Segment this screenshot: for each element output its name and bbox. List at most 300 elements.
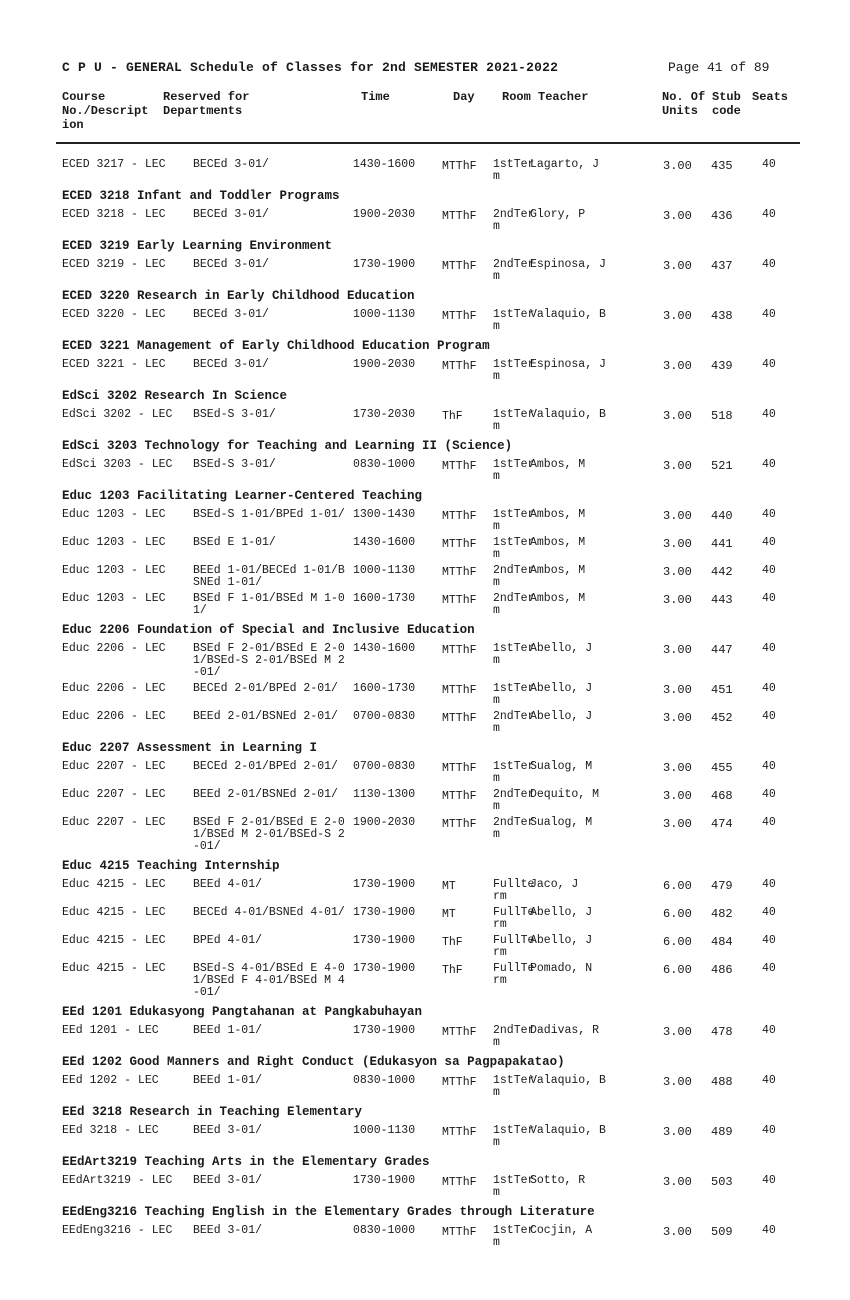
course-group bbox=[0, 1049, 850, 1099]
reserved-departments-cell: BEEd 2-01/BSNEd 2-01/ bbox=[193, 710, 338, 723]
units-cell: 6.00 bbox=[663, 963, 692, 977]
table-row bbox=[0, 255, 850, 283]
room-cell-continued: m bbox=[493, 1186, 500, 1199]
room-cell-continued: m bbox=[493, 1036, 500, 1049]
table-row bbox=[0, 533, 850, 561]
day-cell: MTThF bbox=[442, 1126, 477, 1139]
page-title: C P U - GENERAL Schedule of Classes for 2nd SEMESTER 2021-2022 bbox=[62, 60, 559, 75]
time-cell: 1730-1900 bbox=[353, 934, 416, 947]
stub-code-cell: 441 bbox=[711, 537, 733, 551]
course-cell: Educ 2206 - LEC bbox=[62, 642, 166, 655]
day-cell: MTThF bbox=[442, 1226, 477, 1239]
room-cell: Fullte bbox=[493, 878, 535, 891]
stub-code-cell: 478 bbox=[711, 1025, 733, 1039]
seats-cell: 40 bbox=[762, 760, 776, 773]
units-cell: 3.00 bbox=[663, 459, 692, 473]
units-cell: 3.00 bbox=[663, 359, 692, 373]
course-title: ECED 3218 Infant and Toddler Programs bbox=[62, 189, 340, 203]
stub-code-cell: 447 bbox=[711, 643, 733, 657]
course-cell: ECED 3219 - LEC bbox=[62, 258, 166, 271]
course-group bbox=[0, 333, 850, 383]
time-cell: 1430-1600 bbox=[353, 536, 416, 549]
seats-cell: 40 bbox=[762, 592, 776, 605]
teacher-cell: Ambos, M bbox=[530, 536, 586, 549]
course-cell: ECED 3218 - LEC bbox=[62, 208, 166, 221]
teacher-cell: Glory, P bbox=[530, 208, 586, 221]
table-row bbox=[0, 155, 850, 183]
teacher-cell: Valaquio, B bbox=[530, 1124, 606, 1137]
course-cell: Educ 1203 - LEC bbox=[62, 592, 166, 605]
time-cell: 1000-1130 bbox=[353, 308, 416, 321]
units-cell: 3.00 bbox=[663, 817, 692, 831]
units-cell: 3.00 bbox=[663, 683, 692, 697]
room-cell: 2ndTer bbox=[493, 788, 535, 801]
course-title: ECED 3220 Research in Early Childhood Education bbox=[62, 289, 415, 303]
time-cell: 1600-1730 bbox=[353, 682, 416, 695]
course-title: Educ 4215 Teaching Internship bbox=[62, 859, 280, 873]
reserved-departments-cell: BPEd 4-01/ bbox=[193, 934, 263, 947]
teacher-cell: Pomado, N bbox=[530, 962, 593, 975]
stub-code-cell: 452 bbox=[711, 711, 733, 725]
course-title: ECED 3219 Early Learning Environment bbox=[62, 239, 333, 253]
teacher-cell: Dequito, M bbox=[530, 788, 600, 801]
units-cell: 3.00 bbox=[663, 309, 692, 323]
room-cell-continued: m bbox=[493, 722, 500, 735]
table-row bbox=[0, 1221, 850, 1249]
time-cell: 0830-1000 bbox=[353, 1224, 416, 1237]
course-title: EEd 1202 Good Manners and Right Conduct (Edukasyon sa Pagpapakatao) bbox=[62, 1055, 565, 1069]
day-cell: MTThF bbox=[442, 260, 477, 273]
room-cell-continued: m bbox=[493, 370, 500, 383]
seats-cell: 40 bbox=[762, 308, 776, 321]
teacher-cell: Abello, J bbox=[530, 906, 593, 919]
seats-cell: 40 bbox=[762, 642, 776, 655]
column-header-room-teacher: Room Teacher bbox=[502, 90, 589, 104]
course-cell: Educ 4215 - LEC bbox=[62, 906, 166, 919]
day-cell: MTThF bbox=[442, 210, 477, 223]
units-cell: 3.00 bbox=[663, 259, 692, 273]
stub-code-cell: 442 bbox=[711, 565, 733, 579]
teacher-cell: Cocjin, A bbox=[530, 1224, 593, 1237]
room-cell-continued: rm bbox=[493, 974, 507, 987]
stub-code-cell: 443 bbox=[711, 593, 733, 607]
time-cell: 0830-1000 bbox=[353, 458, 416, 471]
course-group bbox=[0, 155, 850, 183]
course-title: Educ 2206 Foundation of Special and Inclusive Education bbox=[62, 623, 475, 637]
reserved-departments-cell: BECEd 3-01/ bbox=[193, 158, 269, 171]
time-cell: 1900-2030 bbox=[353, 208, 416, 221]
reserved-departments-cell: BECEd 3-01/ bbox=[193, 358, 269, 371]
teacher-cell: Sualog, M bbox=[530, 760, 593, 773]
room-cell: 2ndTer bbox=[493, 564, 535, 577]
reserved-departments-cell: BEEd 3-01/ bbox=[193, 1124, 263, 1137]
seats-cell: 40 bbox=[762, 1224, 776, 1237]
table-row bbox=[0, 639, 850, 679]
room-cell: 1stTer bbox=[493, 1174, 535, 1187]
course-title: Educ 2207 Assessment in Learning I bbox=[62, 741, 318, 755]
stub-code-cell: 439 bbox=[711, 359, 733, 373]
room-cell-continued: m bbox=[493, 576, 500, 589]
units-cell: 6.00 bbox=[663, 879, 692, 893]
room-cell-continued: m bbox=[493, 800, 500, 813]
room-cell: FullTe bbox=[493, 962, 535, 975]
course-group bbox=[0, 617, 850, 735]
stub-code-cell: 437 bbox=[711, 259, 733, 273]
teacher-cell: Espinosa, J bbox=[530, 258, 606, 271]
teacher-cell: Valaquio, B bbox=[530, 408, 606, 421]
table-row bbox=[0, 1121, 850, 1149]
course-title: EdSci 3202 Research In Science bbox=[62, 389, 288, 403]
day-cell: MT bbox=[442, 880, 456, 893]
course-group bbox=[0, 999, 850, 1049]
course-title: EdSci 3203 Technology for Teaching and Learning II (Science) bbox=[62, 439, 513, 453]
table-row bbox=[0, 1171, 850, 1199]
stub-code-cell: 455 bbox=[711, 761, 733, 775]
day-cell: ThF bbox=[442, 410, 463, 423]
teacher-cell: Ambos, M bbox=[530, 592, 586, 605]
table-row bbox=[0, 505, 850, 533]
room-cell-continued: m bbox=[493, 520, 500, 533]
stub-code-cell: 474 bbox=[711, 817, 733, 831]
course-cell: ECED 3220 - LEC bbox=[62, 308, 166, 321]
day-cell: MTThF bbox=[442, 360, 477, 373]
stub-code-cell: 479 bbox=[711, 879, 733, 893]
table-row bbox=[0, 455, 850, 483]
seats-cell: 40 bbox=[762, 788, 776, 801]
reserved-departments-cell: BECEd 2-01/BPEd 2-01/ bbox=[193, 682, 338, 695]
teacher-cell: Valaquio, B bbox=[530, 308, 606, 321]
teacher-cell: Abello, J bbox=[530, 642, 593, 655]
reserved-departments-cell: BEEd 4-01/ bbox=[193, 878, 263, 891]
course-group bbox=[0, 383, 850, 433]
reserved-departments-cell: BSEd F 2-01/BSEd E 2-01/BSEd-S 2-01/BSEd M 2-01/ bbox=[193, 642, 345, 679]
stub-code-cell: 468 bbox=[711, 789, 733, 803]
reserved-departments-cell: BECEd 3-01/ bbox=[193, 208, 269, 221]
units-cell: 3.00 bbox=[663, 1225, 692, 1239]
day-cell: MTThF bbox=[442, 510, 477, 523]
course-group bbox=[0, 853, 850, 999]
room-cell: FullTe bbox=[493, 934, 535, 947]
time-cell: 1900-2030 bbox=[353, 358, 416, 371]
course-cell: Educ 1203 - LEC bbox=[62, 508, 166, 521]
column-header-seats: Seats bbox=[752, 90, 789, 104]
units-cell: 3.00 bbox=[663, 565, 692, 579]
stub-code-cell: 438 bbox=[711, 309, 733, 323]
day-cell: MTThF bbox=[442, 712, 477, 725]
stub-code-cell: 484 bbox=[711, 935, 733, 949]
time-cell: 1900-2030 bbox=[353, 816, 416, 829]
units-cell: 3.00 bbox=[663, 593, 692, 607]
day-cell: MTThF bbox=[442, 460, 477, 473]
stub-code-cell: 488 bbox=[711, 1075, 733, 1089]
course-title: EEdArt3219 Teaching Arts in the Elementary Grades bbox=[62, 1155, 430, 1169]
room-cell: 1stTer bbox=[493, 760, 535, 773]
course-title: ECED 3221 Management of Early Childhood Education Program bbox=[62, 339, 490, 353]
table-row bbox=[0, 1071, 850, 1099]
schedule-table bbox=[0, 155, 850, 1249]
reserved-departments-cell: BSEd-S 3-01/ bbox=[193, 408, 276, 421]
room-cell: 2ndTer bbox=[493, 258, 535, 271]
room-cell-continued: m bbox=[493, 420, 500, 433]
course-cell: Educ 4215 - LEC bbox=[62, 934, 166, 947]
units-cell: 3.00 bbox=[663, 537, 692, 551]
teacher-cell: Sotto, R bbox=[530, 1174, 586, 1187]
course-cell: Educ 1203 - LEC bbox=[62, 564, 166, 577]
day-cell: MTThF bbox=[442, 1026, 477, 1039]
time-cell: 1600-1730 bbox=[353, 592, 416, 605]
stub-code-cell: 486 bbox=[711, 963, 733, 977]
seats-cell: 40 bbox=[762, 906, 776, 919]
day-cell: MTThF bbox=[442, 538, 477, 551]
seats-cell: 40 bbox=[762, 158, 776, 171]
course-group bbox=[0, 183, 850, 233]
room-cell: 1stTer bbox=[493, 158, 535, 171]
room-cell: 1stTer bbox=[493, 508, 535, 521]
teacher-cell: Abello, J bbox=[530, 682, 593, 695]
table-row bbox=[0, 959, 850, 999]
room-cell: 2ndTer bbox=[493, 592, 535, 605]
day-cell: MTThF bbox=[442, 762, 477, 775]
stub-code-cell: 518 bbox=[711, 409, 733, 423]
units-cell: 3.00 bbox=[663, 159, 692, 173]
course-group bbox=[0, 735, 850, 853]
seats-cell: 40 bbox=[762, 878, 776, 891]
time-cell: 1730-1900 bbox=[353, 878, 416, 891]
course-cell: EEd 1202 - LEC bbox=[62, 1074, 159, 1087]
units-cell: 3.00 bbox=[663, 1125, 692, 1139]
seats-cell: 40 bbox=[762, 258, 776, 271]
units-cell: 3.00 bbox=[663, 209, 692, 223]
seats-cell: 40 bbox=[762, 1074, 776, 1087]
stub-code-cell: 521 bbox=[711, 459, 733, 473]
teacher-cell: Jaco, J bbox=[530, 878, 579, 891]
course-title: Educ 1203 Facilitating Learner-Centered Teaching bbox=[62, 489, 423, 503]
seats-cell: 40 bbox=[762, 1024, 776, 1037]
course-group bbox=[0, 283, 850, 333]
room-cell-continued: m bbox=[493, 654, 500, 667]
table-row bbox=[0, 205, 850, 233]
time-cell: 1300-1430 bbox=[353, 508, 416, 521]
units-cell: 3.00 bbox=[663, 789, 692, 803]
table-row bbox=[0, 561, 850, 589]
time-cell: 1730-1900 bbox=[353, 906, 416, 919]
room-cell-continued: rm bbox=[493, 946, 507, 959]
table-row bbox=[0, 757, 850, 785]
table-row bbox=[0, 813, 850, 853]
room-cell: 1stTer bbox=[493, 1124, 535, 1137]
column-header-day: Day bbox=[453, 90, 475, 104]
day-cell: MTThF bbox=[442, 594, 477, 607]
course-cell: Educ 1203 - LEC bbox=[62, 536, 166, 549]
reserved-departments-cell: BEEd 1-01/ bbox=[193, 1074, 263, 1087]
seats-cell: 40 bbox=[762, 564, 776, 577]
units-cell: 3.00 bbox=[663, 1175, 692, 1189]
seats-cell: 40 bbox=[762, 358, 776, 371]
seats-cell: 40 bbox=[762, 710, 776, 723]
reserved-departments-cell: BSEd-S 3-01/ bbox=[193, 458, 276, 471]
course-cell: EEdArt3219 - LEC bbox=[62, 1174, 173, 1187]
room-cell-continued: rm bbox=[493, 890, 507, 903]
day-cell: MTThF bbox=[442, 160, 477, 173]
seats-cell: 40 bbox=[762, 962, 776, 975]
course-cell: Educ 2207 - LEC bbox=[62, 788, 166, 801]
room-cell-continued: m bbox=[493, 270, 500, 283]
course-cell: Educ 2207 - LEC bbox=[62, 816, 166, 829]
day-cell: MTThF bbox=[442, 566, 477, 579]
room-cell: 1stTer bbox=[493, 682, 535, 695]
room-cell-continued: m bbox=[493, 604, 500, 617]
reserved-departments-cell: BECEd 2-01/BPEd 2-01/ bbox=[193, 760, 338, 773]
room-cell-continued: m bbox=[493, 694, 500, 707]
teacher-cell: Ambos, M bbox=[530, 458, 586, 471]
room-cell-continued: m bbox=[493, 170, 500, 183]
seats-cell: 40 bbox=[762, 816, 776, 829]
column-header-stub-code: Stub code bbox=[712, 90, 741, 118]
course-group bbox=[0, 1099, 850, 1149]
table-row bbox=[0, 405, 850, 433]
teacher-cell: Dadivas, R bbox=[530, 1024, 600, 1037]
stub-code-cell: 509 bbox=[711, 1225, 733, 1239]
room-cell: FullTe bbox=[493, 906, 535, 919]
column-header-time: Time bbox=[361, 90, 390, 104]
reserved-departments-cell: BEEd 2-01/BSNEd 2-01/ bbox=[193, 788, 338, 801]
header-divider bbox=[56, 142, 800, 144]
time-cell: 1430-1600 bbox=[353, 158, 416, 171]
page-number: Page 41 of 89 bbox=[668, 60, 770, 75]
room-cell: 1stTer bbox=[493, 458, 535, 471]
room-cell-continued: m bbox=[493, 470, 500, 483]
teacher-cell: Sualog, M bbox=[530, 816, 593, 829]
room-cell-continued: m bbox=[493, 1086, 500, 1099]
teacher-cell: Espinosa, J bbox=[530, 358, 606, 371]
time-cell: 1000-1130 bbox=[353, 1124, 416, 1137]
course-cell: EdSci 3202 - LEC bbox=[62, 408, 173, 421]
course-cell: EEdEng3216 - LEC bbox=[62, 1224, 173, 1237]
stub-code-cell: 482 bbox=[711, 907, 733, 921]
room-cell: 1stTer bbox=[493, 1224, 535, 1237]
table-row bbox=[0, 875, 850, 903]
course-group bbox=[0, 433, 850, 483]
table-row bbox=[0, 679, 850, 707]
time-cell: 0700-0830 bbox=[353, 710, 416, 723]
room-cell: 1stTer bbox=[493, 308, 535, 321]
room-cell: 1stTer bbox=[493, 536, 535, 549]
course-cell: Educ 4215 - LEC bbox=[62, 878, 166, 891]
units-cell: 6.00 bbox=[663, 907, 692, 921]
day-cell: MTThF bbox=[442, 1076, 477, 1089]
course-title: EEd 3218 Research in Teaching Elementary bbox=[62, 1105, 363, 1119]
seats-cell: 40 bbox=[762, 458, 776, 471]
reserved-departments-cell: BSEd E 1-01/ bbox=[193, 536, 276, 549]
time-cell: 0830-1000 bbox=[353, 1074, 416, 1087]
day-cell: MTThF bbox=[442, 684, 477, 697]
room-cell: 2ndTer bbox=[493, 710, 535, 723]
day-cell: MTThF bbox=[442, 310, 477, 323]
teacher-cell: Lagarto, J bbox=[530, 158, 600, 171]
course-group bbox=[0, 1199, 850, 1249]
units-cell: 3.00 bbox=[663, 761, 692, 775]
course-cell: ECED 3221 - LEC bbox=[62, 358, 166, 371]
reserved-departments-cell: BSEd-S 1-01/BPEd 1-01/ bbox=[193, 508, 345, 521]
time-cell: 1000-1130 bbox=[353, 564, 416, 577]
reserved-departments-cell: BECEd 3-01/ bbox=[193, 258, 269, 271]
time-cell: 1730-1900 bbox=[353, 258, 416, 271]
room-cell-continued: m bbox=[493, 320, 500, 333]
day-cell: MTThF bbox=[442, 1176, 477, 1189]
table-row bbox=[0, 589, 850, 617]
time-cell: 0700-0830 bbox=[353, 760, 416, 773]
seats-cell: 40 bbox=[762, 1174, 776, 1187]
units-cell: 3.00 bbox=[663, 1075, 692, 1089]
seats-cell: 40 bbox=[762, 536, 776, 549]
course-cell: EdSci 3203 - LEC bbox=[62, 458, 173, 471]
stub-code-cell: 451 bbox=[711, 683, 733, 697]
room-cell: 2ndTer bbox=[493, 1024, 535, 1037]
table-row bbox=[0, 305, 850, 333]
course-cell: EEd 1201 - LEC bbox=[62, 1024, 159, 1037]
seats-cell: 40 bbox=[762, 508, 776, 521]
table-row bbox=[0, 355, 850, 383]
units-cell: 3.00 bbox=[663, 409, 692, 423]
teacher-cell: Abello, J bbox=[530, 710, 593, 723]
course-cell: Educ 2207 - LEC bbox=[62, 760, 166, 773]
course-cell: Educ 4215 - LEC bbox=[62, 962, 166, 975]
seats-cell: 40 bbox=[762, 208, 776, 221]
units-cell: 3.00 bbox=[663, 1025, 692, 1039]
column-header-course: Course No./Descript ion bbox=[62, 90, 149, 132]
reserved-departments-cell: BECEd 4-01/BSNEd 4-01/ bbox=[193, 906, 345, 919]
room-cell-continued: rm bbox=[493, 918, 507, 931]
course-title: EEd 1201 Edukasyong Pangtahanan at Pangkabuhayan bbox=[62, 1005, 423, 1019]
room-cell: 2ndTer bbox=[493, 816, 535, 829]
day-cell: MTThF bbox=[442, 644, 477, 657]
units-cell: 6.00 bbox=[663, 935, 692, 949]
day-cell: ThF bbox=[442, 936, 463, 949]
column-header-units: No. Of Units bbox=[662, 90, 706, 118]
seats-cell: 40 bbox=[762, 408, 776, 421]
time-cell: 1730-1900 bbox=[353, 1024, 416, 1037]
units-cell: 3.00 bbox=[663, 643, 692, 657]
room-cell-continued: m bbox=[493, 828, 500, 841]
room-cell-continued: m bbox=[493, 1236, 500, 1249]
time-cell: 1730-1900 bbox=[353, 1174, 416, 1187]
table-row bbox=[0, 903, 850, 931]
room-cell-continued: m bbox=[493, 772, 500, 785]
time-cell: 1430-1600 bbox=[353, 642, 416, 655]
column-header-reserved: Reserved for Departments bbox=[163, 90, 250, 118]
table-row bbox=[0, 707, 850, 735]
day-cell: MTThF bbox=[442, 818, 477, 831]
time-cell: 1730-1900 bbox=[353, 962, 416, 975]
day-cell: MT bbox=[442, 908, 456, 921]
room-cell: 2ndTer bbox=[493, 208, 535, 221]
room-cell-continued: m bbox=[493, 1136, 500, 1149]
day-cell: MTThF bbox=[442, 790, 477, 803]
room-cell: 1stTer bbox=[493, 358, 535, 371]
units-cell: 3.00 bbox=[663, 509, 692, 523]
stub-code-cell: 489 bbox=[711, 1125, 733, 1139]
reserved-departments-cell: BEEd 1-01/BECEd 1-01/BSNEd 1-01/ bbox=[193, 564, 345, 589]
units-cell: 3.00 bbox=[663, 711, 692, 725]
course-group bbox=[0, 233, 850, 283]
seats-cell: 40 bbox=[762, 1124, 776, 1137]
reserved-departments-cell: BEEd 3-01/ bbox=[193, 1224, 263, 1237]
course-cell: EEd 3218 - LEC bbox=[62, 1124, 159, 1137]
table-row bbox=[0, 931, 850, 959]
time-cell: 1730-2030 bbox=[353, 408, 416, 421]
teacher-cell: Abello, J bbox=[530, 934, 593, 947]
teacher-cell: Ambos, M bbox=[530, 508, 586, 521]
